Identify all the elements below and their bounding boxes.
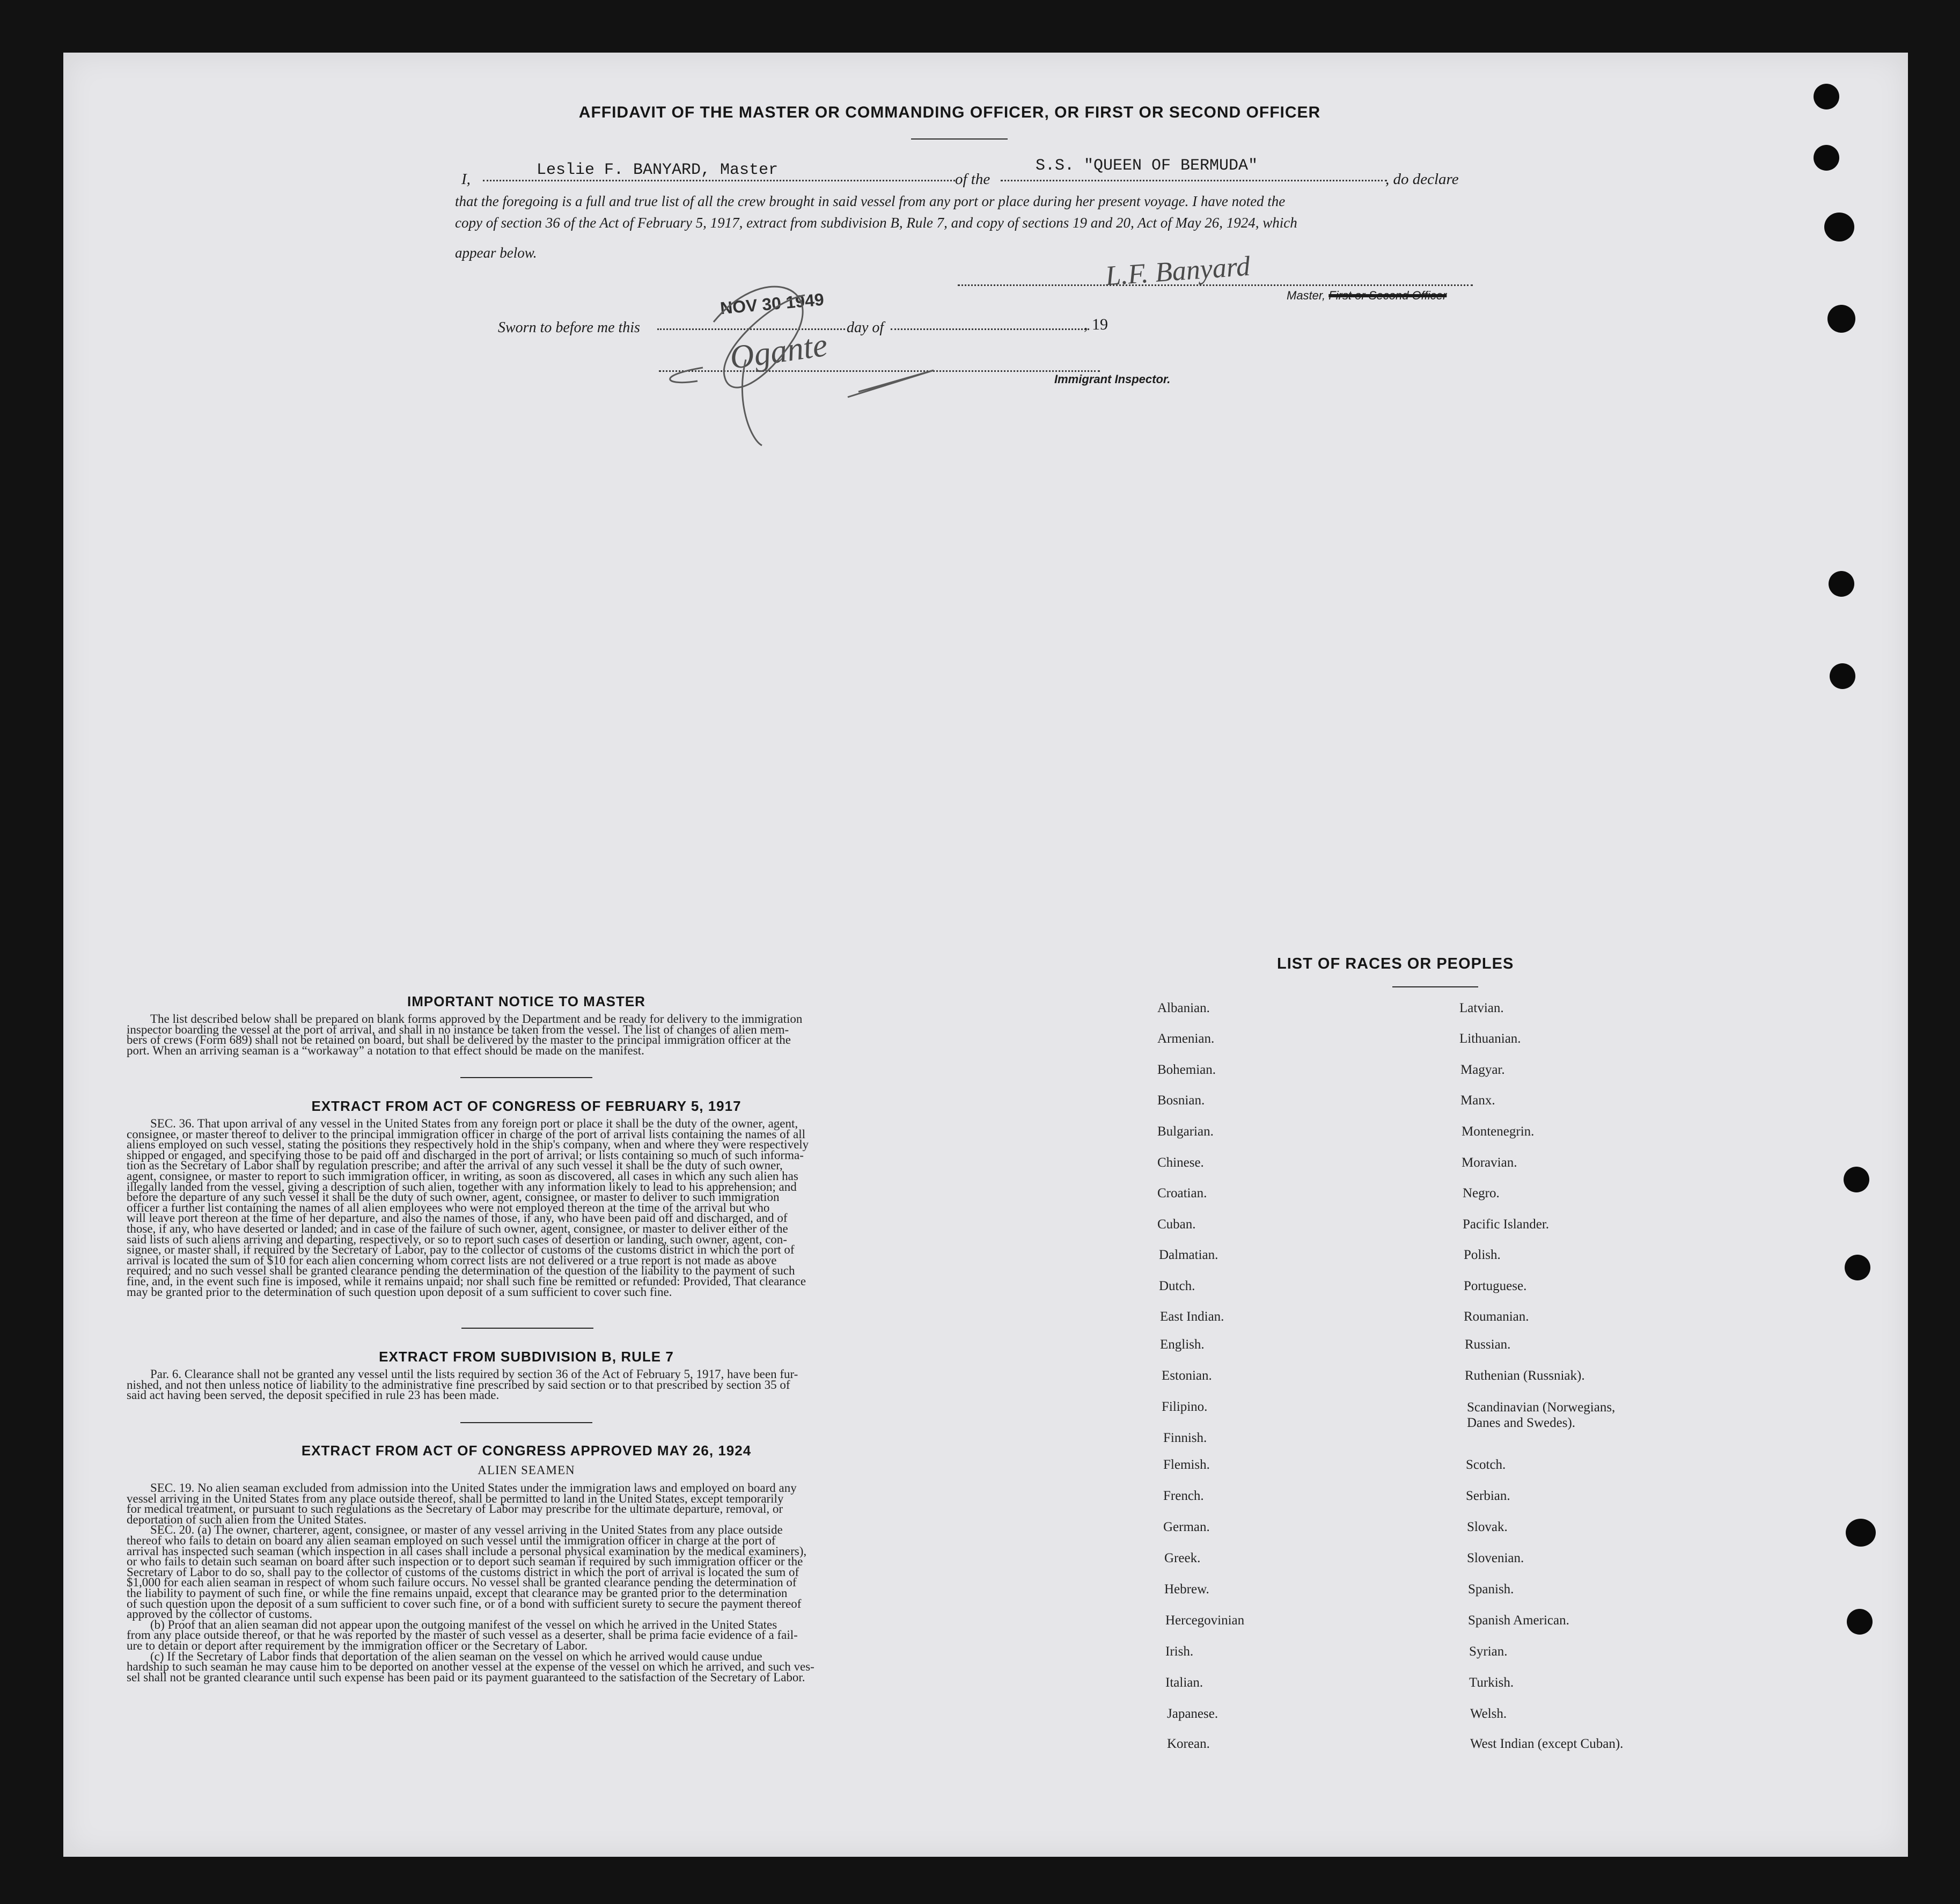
extract-1924-line: $1,000 for each alien seaman in respect of whom such failure occurs. No vessel shall be granted clearance pending the determination of [127,1576,797,1590]
race-left: Filipino. [1162,1400,1208,1414]
extract-1924-line: (b) Proof that an alien seaman did not appear upon the outgoing manifest of the vessel on which he arrived in the United States [150,1617,777,1631]
extract-1924-line: thereof who fails to detain on board any alien seaman employed on such vessel until the immigration officer in charge at the port of [127,1533,776,1547]
race-right: Latvian. [1459,1001,1504,1015]
extract-1917-line: signee, or master shall, if required by the Secretary of Labor, pay to the collector of customs of the customs district in which the port of [127,1243,795,1257]
extract-1924-line: deportation of such alien from the United States. [127,1512,367,1526]
vessel-line [1001,180,1387,181]
extract-1917-line: consignee, or master thereof to deliver to the principal immigration officer in charge of the port of arrival lists containing the names of all [127,1127,806,1141]
race-left: Chinese. [1157,1155,1204,1170]
race-left: Croatian. [1157,1186,1207,1200]
sworn-label: Sworn to before me this [498,319,640,336]
extract-1917-line: will leave port thereon at the time of her departure, and also the names of those, if any, who have been paid off and discharged, and of [127,1211,788,1225]
of-the-label: of the [955,171,990,188]
punch-hole [1845,1255,1870,1280]
notice-line: port. When an arriving seaman is a “workaway” a notation to that effect should be made on the manifest. [127,1043,644,1057]
race-right: Roumanian. [1464,1309,1529,1324]
race-right: Magyar. [1460,1063,1505,1077]
extract-1924-body [127,1483,926,1682]
section-rule [461,1328,593,1329]
year-label: , 19 [1084,316,1108,333]
extract-1924-heading: EXTRACT FROM ACT OF CONGRESS APPROVED MAY 26, 1924 [301,1442,752,1459]
extract-1924-line: ure to detain or deport after requirement by the immigration officer or the Secretary of Labor. [127,1638,588,1652]
extract-1924-line: the liability to payment of such fine, or while the fine remains unpaid, except that clearance may be granted prior to the determination [127,1586,788,1600]
extract-1917-line: fine, and, in the event such fine is imposed, while it remains unpaid; nor shall such fine be remitted or refunded: Provided, That clearance [127,1274,806,1288]
extract-1917-line: may be granted prior to the determination of such question upon deposit of a sum sufficient to cover such fine. [127,1285,672,1299]
race-left: Hebrew. [1164,1582,1209,1597]
extract-1917-line: before the departure of any such vessel it shall be the duty of such owner, agent, consignee, or master to deliver to such immigration [127,1190,780,1204]
race-right: Moravian. [1462,1155,1517,1170]
race-right: Polish. [1464,1248,1501,1262]
race-right: Slovenian. [1467,1551,1524,1565]
extract-1924-line: hardship to such seaman he may cause him to be deported on another vessel at the expense of the vessel on which he arrived, and such ves- [127,1660,814,1674]
day-of-label: day of [847,319,884,336]
race-left: Greek. [1164,1551,1201,1565]
extract-1917-line: aliens employed on such vessel, stating the positions they respectively hold in the ship's company, when and where they were respectively [127,1138,809,1152]
extract-1917-heading: EXTRACT FROM ACT OF CONGRESS OF FEBRUARY 5, 1917 [311,1098,742,1114]
race-right: Spanish. [1468,1582,1514,1597]
race-right: Montenegrin. [1462,1124,1535,1139]
extract-1917-body [127,1118,926,1297]
race-left: Estonian. [1162,1368,1212,1383]
master-caption [1287,289,1447,303]
race-left: English. [1160,1337,1205,1352]
inspector-signature-flourish [633,252,934,456]
extract-1924-line: or who fails to detain such seaman on board after such inspection or to deport such seaman if required by such immigration officer or the [127,1555,803,1569]
race-right: Scandinavian (Norwegians, Danes and Swedes). [1467,1400,1616,1430]
race-right: Syrian. [1469,1644,1508,1659]
race-left: East Indian. [1160,1309,1224,1324]
extract-1917-line: required; and no such vessel shall be granted clearance pending the determination of the question of the liability to the payment of such [127,1264,795,1278]
punch-hole [1830,663,1855,689]
race-left: Albanian. [1157,1001,1210,1015]
rule7-line: said act having been served, the deposit specified in rule 23 has been made. [127,1388,500,1402]
race-right: Portuguese. [1464,1279,1527,1293]
extract-1917-line: arrival is located the sum of $10 for each alien concerning whom correct lists are not delivered or a true report is not made as above [127,1253,777,1267]
extract-1917-line: officer a further list containing the names of all alien employees who were not employed thereon at the time of the arrival but who [127,1200,770,1214]
declaration-line-3: appear below. [455,245,537,261]
extract-1924-line: SEC. 19. No alien seaman excluded from admission into the United States under the immigration laws and employed on board any [150,1481,797,1495]
notice-body [127,1014,926,1056]
master-signature: L.F. Banyard [1104,251,1251,292]
master-caption-struck: First or Second Officer [1328,289,1447,302]
master-caption-label: Master, [1287,289,1326,302]
race-left: Cuban. [1157,1217,1196,1232]
name-line [483,180,955,181]
race-right: Lithuanian. [1459,1031,1521,1046]
punch-hole [1844,1167,1869,1192]
race-left: Irish. [1165,1644,1194,1659]
section-rule [460,1422,592,1423]
race-right: Scotch. [1466,1458,1506,1472]
extract-1917-line: agent, consignee, or master to report to such immigration officer, in writing, as soon as discovered, all cases in which any such alien has [127,1169,798,1183]
race-right: Russian. [1465,1337,1511,1352]
race-left: Bosnian. [1157,1093,1205,1108]
races-heading-rule [1392,986,1478,987]
race-left: Korean. [1167,1737,1210,1751]
extract-1917-line: illegally landed from the vessel, giving a description of such alien, together with any information likely to lead to his apprehension; and [127,1180,797,1193]
notice-line: bers of crews (Form 689) shall not be retained on board, but shall be delivered by the master to the principal immigration officer at the [127,1033,791,1047]
extract-1924-line: (c) If the Secretary of Labor finds that deportation of the alien seaman on the vessel on which he arrived would cause undue [150,1649,762,1663]
punch-hole [1827,305,1855,333]
declaration-line-2: copy of section 36 of the Act of February 5, 1917, extract from subdivision B, Rule 7, and copy of sections 19 and 20, Act of May 26, 1924, which [455,215,1297,231]
race-left: Bulgarian. [1157,1124,1214,1139]
do-declare-label: , do declare [1385,171,1459,188]
notice-heading: IMPORTANT NOTICE TO MASTER [407,993,645,1009]
race-right: Spanish American. [1468,1613,1569,1628]
race-right: Manx. [1460,1093,1495,1108]
master-name: Leslie F. BANYARD, Master [537,161,779,179]
extract-1924-line: for medical treatment, or pursuant to such regulations as the Secretary of Labor may prescribe for the ultimate departure, removal, or [127,1502,783,1516]
race-right: Pacific Islander. [1463,1217,1550,1232]
heading-rule [911,138,1008,140]
race-right: Serbian. [1466,1489,1510,1503]
extract-1924-line: approved by the collector of customs. [127,1607,313,1621]
race-left: Italian. [1165,1675,1203,1690]
punch-hole [1814,145,1839,171]
section-rule [460,1077,592,1078]
affidavit-heading: AFFIDAVIT OF THE MASTER OR COMMANDING OFFICER, OR FIRST OR SECOND OFFICER [578,104,1321,121]
extract-1924-line: vessel arriving in the United States from any place outside thereof, shall be permitted to land in the United States, except temporarily [127,1491,784,1505]
races-heading: LIST OF RACES OR PEOPLES [1277,955,1514,972]
punch-hole [1847,1609,1873,1635]
inspector-signature: Ogante [728,326,830,377]
master-signature-line [958,284,1473,286]
race-left: Dalmatian. [1159,1248,1218,1262]
date-stamp: NOV 30 1949 [719,289,825,318]
alien-seamen-subheading: ALIEN SEAMEN [478,1463,575,1477]
extract-1917-line: those, if any, who have deserted or landed; and in case of the failure of such owner, agent, consignee, or master to deliver either of the [127,1221,788,1235]
extract-1924-line: arrival has inspected such seaman (which inspection in all cases shall include a personal physical examination by the medical examiners), [127,1544,807,1558]
race-left: Flemish. [1163,1458,1210,1472]
rule7-heading: EXTRACT FROM SUBDIVISION B, RULE 7 [379,1349,674,1365]
extract-1924-line: from any place outside thereof, or that he was reported by the master of such vessel as a deserter, shall be prima facie evidence of a fail- [127,1628,798,1642]
race-left: Armenian. [1157,1031,1215,1046]
race-left: French. [1163,1489,1204,1503]
extract-1917-line: SEC. 36. That upon arrival of any vessel in the United States from any foreign port or place it shall be the duty of the owner, agent, [150,1117,798,1130]
rule7-body [127,1369,926,1401]
punch-hole [1824,213,1854,241]
extract-1917-line: tion as the Secretary of Labor shall by regulation prescribe; and after the arrival of any such vessel it shall be the duty of such owner, [127,1159,783,1173]
notice-line: The list described below shall be prepared on blank forms approved by the Department and be ready for delivery to the immigration [150,1012,803,1026]
rule7-line: nished, and not then unless notice of liability to the administrative fine prescribed by said section or to that prescribed by section 35 of [127,1378,790,1392]
race-right: Negro. [1463,1186,1500,1200]
race-left: Hercegovinian [1165,1613,1245,1628]
race-left: Japanese. [1167,1707,1218,1721]
race-left: German. [1163,1520,1210,1534]
punch-hole [1829,571,1854,597]
race-right: Turkish. [1469,1675,1514,1690]
race-right: Welsh. [1470,1707,1507,1721]
vessel-name: S.S. "QUEEN OF BERMUDA" [1036,157,1258,175]
extract-1917-line: shipped or engaged, and specifying those to be paid off and discharged in the port of arrival; or lists containing so much of such informa- [127,1148,804,1162]
rule7-line: Par. 6. Clearance shall not be granted any vessel until the lists required by section 36 of the Act of February 5, 1917, have been fur- [150,1367,798,1381]
race-right: West Indian (except Cuban). [1470,1737,1624,1751]
inspector-caption: Immigrant Inspector. [1054,372,1171,386]
race-left: Finnish. [1163,1431,1207,1445]
race-left: Bohemian. [1157,1063,1216,1077]
extract-1924-line: Secretary of Labor to do so, shall pay to the collector of customs of the customs district in which the port of arrival is located the sum of [127,1565,799,1579]
race-left: Dutch. [1159,1279,1195,1293]
race-right: Slovak. [1467,1520,1508,1534]
i-label: I, [461,171,471,188]
extract-1924-line: sel shall not be granted clearance until such expense has been paid or its payment guaranteed to the satisfaction of the Secretary of Labor. [127,1670,805,1684]
extract-1917-line: said lists of such aliens arriving and departing, respectively, or so to report such cases of desertion or landing, such owner, agent, con- [127,1232,787,1246]
punch-hole [1846,1519,1876,1547]
notice-line: inspector boarding the vessel at the port of arrival, and shall in no instance be taken from the vessel. The list of changes of alien mem- [127,1022,789,1036]
extract-1924-line: SEC. 20. (a) The owner, charterer, agent, consignee, or master of any vessel arriving in the United States from any place outside [150,1523,783,1537]
extract-1924-line: of such question upon the deposit of a sum sufficient to cover such fine, or of a bond with sufficient surety to secure the payment thereof [127,1597,802,1610]
declaration-line-1: that the foregoing is a full and true list of all the crew brought in said vessel from any port or place during her present voyage. I have noted the [455,193,1286,209]
race-right: Ruthenian (Russniak). [1465,1368,1585,1383]
